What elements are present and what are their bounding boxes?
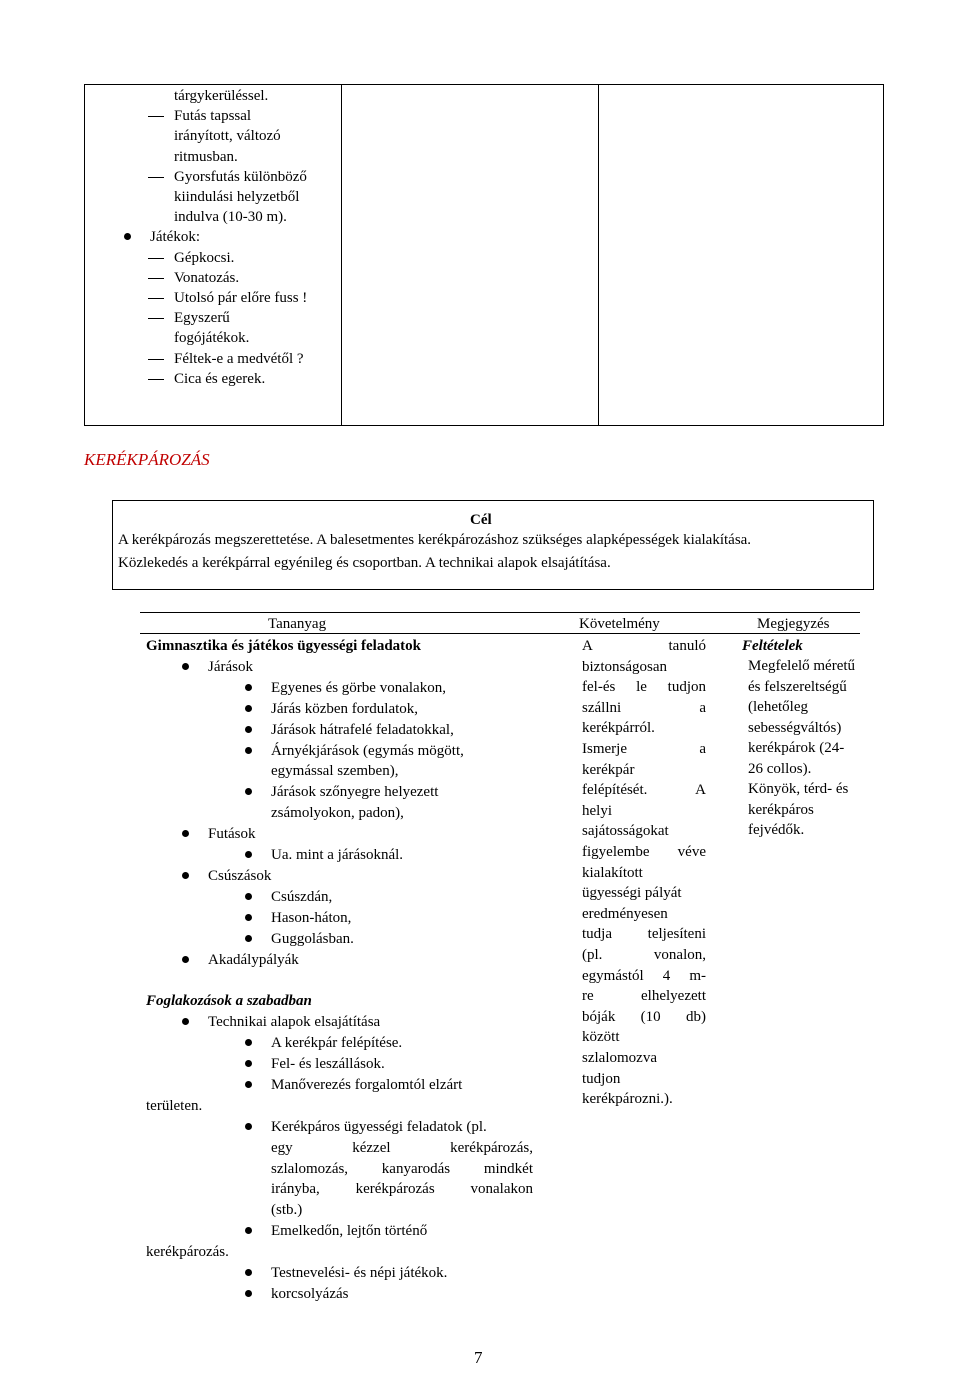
content-line: szlalomozás, kanyarodás mindkét xyxy=(271,1160,533,1177)
content-line: Gimnasztika és játékos ügyességi feladatok xyxy=(146,638,421,654)
bullet-item: Futások xyxy=(208,826,256,843)
bullet-item: Járások hátrafelé feladatokkal, xyxy=(271,721,454,738)
requirement-line: (pl. vonalon, xyxy=(582,947,706,963)
main-table-top-border xyxy=(140,612,860,613)
content-line: (stb.) xyxy=(271,1202,303,1219)
list-line: kiindulási helyzetből xyxy=(174,189,300,205)
header-tananyag: Tananyag xyxy=(268,616,327,632)
bullet-item: Akadálypályák xyxy=(208,951,299,968)
list-line: Féltek-e a medvétől ? xyxy=(174,350,304,367)
bullet-item: korcsolyázás xyxy=(271,1285,349,1302)
section-title: KERÉKPÁROZÁS xyxy=(84,450,210,469)
top-table-divider-2 xyxy=(598,84,599,426)
requirement-line: sajátosságokat xyxy=(582,823,669,840)
content-line: irányba, kerékpározás vonalakon xyxy=(271,1181,533,1198)
requirement-line: biztonságosan xyxy=(582,658,667,675)
requirement-line: kerékpározni.). xyxy=(582,1091,673,1108)
requirement-line: kerékpár xyxy=(582,761,635,778)
bullet-item: A kerékpár felépítése. xyxy=(271,1035,403,1052)
bullet-item: Csúszdán, xyxy=(271,888,333,905)
note-line: (lehetőleg xyxy=(748,699,808,715)
bullet-item: Járások xyxy=(208,658,253,675)
requirement-line: között xyxy=(582,1029,620,1046)
bullet-item: Ua. mint a járásoknál. xyxy=(271,847,404,863)
note-line: 26 collos). xyxy=(748,760,812,777)
requirement-line: helyi xyxy=(582,802,612,819)
note-line: Könyök, térd- és xyxy=(748,781,849,797)
list-line: Vonatozás. xyxy=(174,269,240,286)
list-line: Egyszerű xyxy=(174,310,230,327)
requirement-line: kialakított xyxy=(582,864,643,881)
requirement-line: tudja teljesíteni xyxy=(582,926,706,943)
list-line: irányított, változó xyxy=(174,128,281,145)
requirement-line: A tanuló xyxy=(582,638,706,654)
list-line: tárgykerüléssel. xyxy=(174,88,269,104)
note-line: sebességváltós) xyxy=(748,719,842,736)
bullet-item: Guggolásban. xyxy=(271,930,354,947)
requirement-line: kerékpárról. xyxy=(582,720,655,737)
requirement-line: ügyességi pályát xyxy=(582,885,682,902)
list-line: indulva (10-30 m). xyxy=(174,209,287,226)
requirement-line: Ismerje a xyxy=(582,741,706,757)
goal-heading: Cél xyxy=(470,512,492,528)
bullet-item: Járás közben fordulatok, xyxy=(271,700,419,717)
megjegyzes-title: Feltételek xyxy=(742,638,803,654)
bullet-item: Játékok: xyxy=(150,229,200,246)
goal-line-1: A kerékpározás megszerettetése. A balesetmentes kerékpározáshoz szükséges alapképességek kialakítása. xyxy=(118,532,752,548)
bullet-item: Árnyékjárások (egymás mögött, xyxy=(271,742,464,759)
bullet-item: Fel- és leszállások. xyxy=(271,1056,385,1072)
header-kovetelmeny: Követelmény xyxy=(579,616,660,632)
note-line: kerékpárok (24- xyxy=(748,740,845,756)
requirement-line: figyelembe véve xyxy=(582,844,706,860)
requirement-line: bóják (10 db) xyxy=(582,1008,706,1025)
list-line: Utolsó pár előre fuss ! xyxy=(174,290,308,306)
main-table-header-underline xyxy=(140,633,860,634)
list-line: fogójátékok. xyxy=(174,330,250,347)
list-line: Gyorsfutás különböző xyxy=(174,168,307,185)
requirement-line: szállni a xyxy=(582,699,706,716)
bullet-item: Manőverezés forgalomtól elzárt xyxy=(271,1076,463,1093)
bullet-item: Emelkedőn, lejtőn történő xyxy=(271,1223,428,1240)
content-line: zsámolyokon, padon), xyxy=(271,805,404,822)
requirement-line: szlalomozva xyxy=(582,1050,657,1066)
requirement-line: egymástól 4 m- xyxy=(582,967,706,984)
bullet-item: Csúszások xyxy=(208,867,272,884)
bullet-item: Technikai alapok elsajátítása xyxy=(208,1014,381,1031)
bullet-item: Hason-háton, xyxy=(271,909,352,926)
goal-line-2: Közlekedés a kerékpárral egyénileg és csoportban. A technikai alapok elsajátítása. xyxy=(118,555,611,571)
page-number: 7 xyxy=(474,1348,483,1367)
bullet-item: Testnevelési- és népi játékok. xyxy=(271,1265,448,1281)
requirement-line: re elhelyezett xyxy=(582,988,706,1005)
list-line: Futás tapssal xyxy=(174,108,252,125)
content-line: egy kézzel kerékpározás, xyxy=(271,1139,533,1156)
requirement-line: felépítését. A xyxy=(582,782,706,799)
requirement-line: tudjon xyxy=(582,1070,621,1087)
header-megjegyzes: Megjegyzés xyxy=(757,616,830,632)
list-line: ritmusban. xyxy=(174,148,238,165)
requirement-line: eredményesen xyxy=(582,905,668,922)
note-line: és felszereltségű xyxy=(748,678,847,695)
list-line: Gépkocsi. xyxy=(174,249,235,266)
top-table-divider-1 xyxy=(341,84,342,426)
content-line: Foglakozások a szabadban xyxy=(146,993,312,1010)
requirement-line: fel-és le tudjon xyxy=(582,679,706,696)
bullet-item: Egyenes és görbe vonalakon, xyxy=(271,679,446,696)
bullet-item: Kerékpáros ügyességi feladatok (pl. xyxy=(271,1118,487,1135)
bullet-item: Járások szőnyegre helyezett xyxy=(271,784,439,801)
note-line: Megfelelő méretű xyxy=(748,658,856,674)
content-line: kerékpározás. xyxy=(146,1244,229,1261)
content-line: egymással szemben), xyxy=(271,763,399,780)
list-line: Cica és egerek. xyxy=(174,370,266,387)
note-line: kerékpáros xyxy=(748,801,814,818)
content-line: területen. xyxy=(146,1097,203,1114)
note-line: fejvédők. xyxy=(748,822,805,838)
